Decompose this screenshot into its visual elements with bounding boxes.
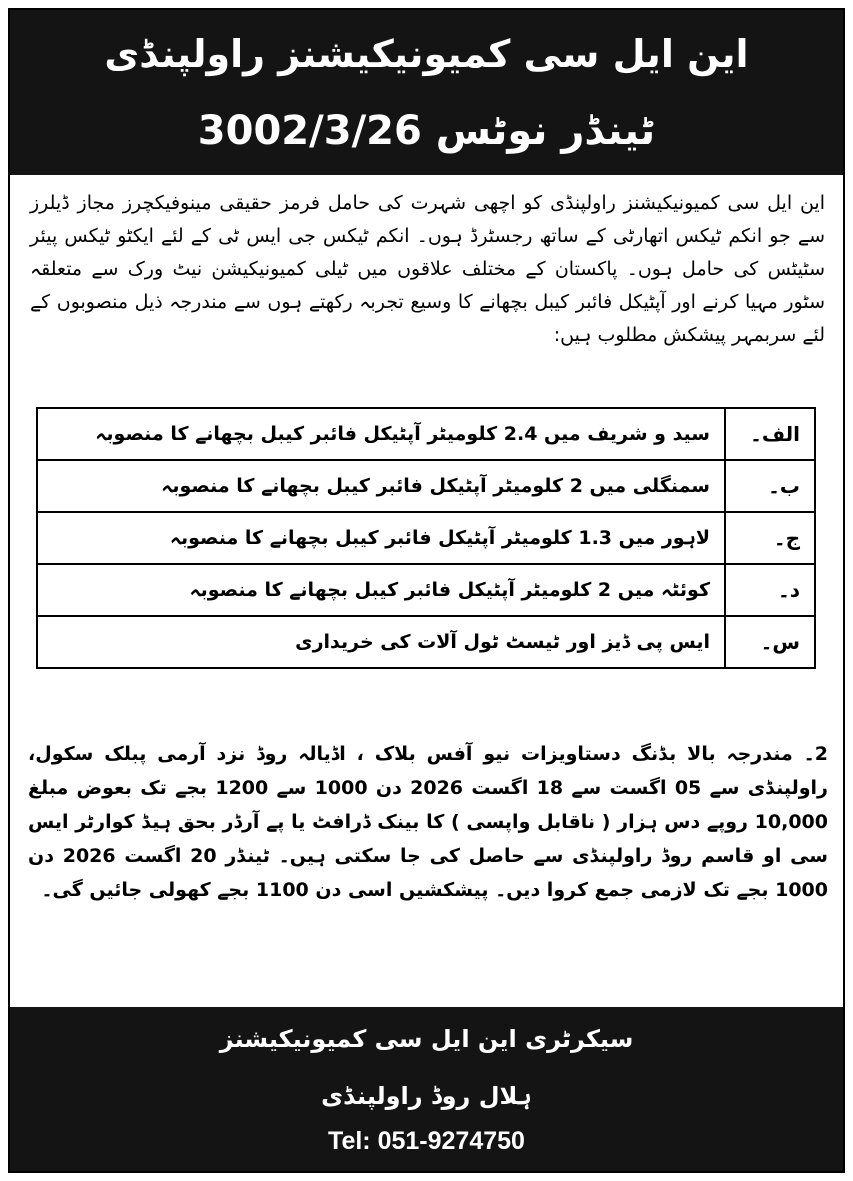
footer-banner bbox=[10, 1007, 843, 1171]
table-row bbox=[37, 616, 815, 668]
table-row bbox=[37, 460, 815, 512]
item-letter: الف۔ bbox=[725, 408, 815, 460]
intro-text: این ایل سی کمیونیکیشنز راولپنڈی کو اچھی شہرت کی حامل فرمز حقیقی مینوفیکچرز مجاز ڈیلرز سے جو انکم ٹیکس اتھارٹی کے ساتھ رجسٹرڈ ہوں۔ انکم ٹیکس جی ایس ٹی کے لئے ایکٹو ٹیکس پیئر سٹیٹس کی حامل ہوں۔ پاکستان کے مختلف علاقوں میں ٹیلی کمیونیکیشن نیٹ ورک سے متعلقہ سٹور مہیا کرنے اور آپٹیکل فائبر کیبل بچھانے کا وسیع تجربہ رکھتے ہوں سے مندرجہ ذیل منصوبوں کے لئے سربمہر پیشکش مطلوب ہیں: bbox=[30, 192, 825, 346]
item-description: سید و شریف میں 2.4 کلومیٹر آپٹیکل فائبر کیبل بچھانے کا منصوبہ bbox=[37, 408, 725, 460]
header-banner bbox=[10, 10, 843, 175]
table-row bbox=[37, 408, 815, 460]
item-letter: د۔ bbox=[725, 564, 815, 616]
secretary-line: سیکرٹری این ایل سی کمیونیکیشنز bbox=[219, 1025, 634, 1053]
table-row bbox=[37, 512, 815, 564]
item-letter: ب۔ bbox=[725, 460, 815, 512]
address-line: ہلال روڈ راولپنڈی bbox=[321, 1082, 532, 1110]
bidding-details-text: 2۔ مندرجہ بالا بڈنگ دستاویزات نیو آفس بلاک ، اڈیالہ روڈ نزد آرمی پبلک سکول، راولپنڈی سے 05 اگست سے 18 اگست 2026 دن 1000 سے 1200 بجے تک بعوض مبلغ 10,000 روپے دس ہزار ( ناقابل واپسی ) کا بینک ڈرافٹ یا پے آرڈر بحق ہیڈ کوارٹر ایس سی او قاسم روڈ راولپنڈی سے حاصل کی جا سکتی ہیں۔ ٹینڈر 20 اگست 2026 دن 1000 بجے تک لازمی جمع کروا دیں۔ پیشکشیں اسی دن 1100 بجے کھولی جائیں گی۔ bbox=[28, 743, 828, 901]
item-letter: س۔ bbox=[725, 616, 815, 668]
item-description: ایس پی ڈیز اور ٹیسٹ ٹول آلات کی خریداری bbox=[37, 616, 725, 668]
notice-number: 3002/3/26 bbox=[197, 108, 422, 154]
item-description: لاہور میں 1.3 کلومیٹر آپٹیکل فائبر کیبل بچھانے کا منصوبہ bbox=[37, 512, 725, 564]
intro-paragraph bbox=[30, 187, 825, 352]
item-description: کوئٹہ میں 2 کلومیٹر آپٹیکل فائبر کیبل بچھانے کا منصوبہ bbox=[37, 564, 725, 616]
notice-title bbox=[10, 108, 843, 154]
projects-table bbox=[36, 407, 816, 669]
organization-title: این ایل سی کمیونیکیشنز راولپنڈی bbox=[104, 32, 749, 76]
item-description: سمنگلی میں 2 کلومیٹر آپٹیکل فائبر کیبل بچھانے کا منصوبہ bbox=[37, 460, 725, 512]
tender-notice bbox=[8, 8, 845, 1173]
bidding-details-paragraph bbox=[28, 737, 828, 907]
notice-label: ٹینڈر نوٹس bbox=[435, 108, 656, 154]
item-letter: ج۔ bbox=[725, 512, 815, 564]
phone-number: Tel: 051-9274750 bbox=[328, 1127, 525, 1155]
table-row bbox=[37, 564, 815, 616]
